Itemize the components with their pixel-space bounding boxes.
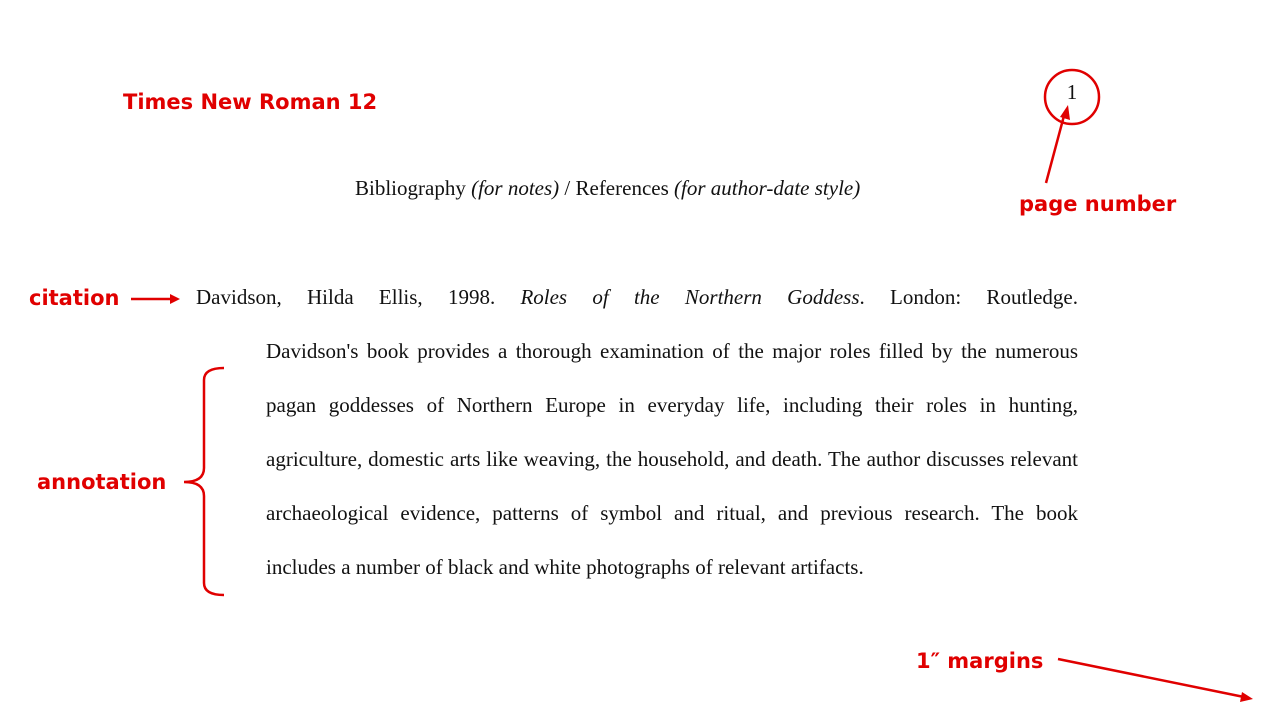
font-note-label: Times New Roman 12: [123, 90, 378, 114]
citation-arrow-head: [170, 294, 180, 304]
page-number-label: page number: [1019, 192, 1177, 216]
citation-title: Roles of the Northern Goddess: [520, 285, 860, 309]
heading-italic-1: (for notes): [471, 176, 560, 200]
page-number-arrow-line: [1046, 112, 1065, 183]
bibliography-entry: [196, 270, 1078, 594]
page-number-arrow-head: [1060, 105, 1070, 120]
citation-line: [196, 270, 1078, 324]
heading-italic-2: (for author-date style): [674, 176, 861, 200]
annotation-paragraph: Davidson's book provides a thorough examination of the major roles filled by the numerous pagan goddesses of Northern Europe in everyday life, including their roles in hunting, agriculture, domestic arts like weaving, the household, and death. The author discusses relevant archaeological evidence, patterns of symbol and ritual, and previous research. The book includes a number of black and white photographs of relevant artifacts.: [266, 339, 1078, 579]
margins-arrow-line: [1058, 659, 1244, 697]
heading-text-1: Bibliography: [355, 176, 472, 200]
citation-publisher: . London: Routledge.: [859, 285, 1079, 309]
heading-text-2: / References: [559, 176, 675, 200]
annotation-label: annotation: [37, 470, 167, 494]
citation-label: citation: [29, 286, 120, 310]
margins-label: 1″ margins: [916, 649, 1044, 673]
citation-author-year: Davidson, Hilda Ellis, 1998.: [196, 285, 521, 309]
margins-arrow-head: [1240, 692, 1253, 702]
bibliography-heading: [355, 173, 860, 203]
page-number: 1: [1066, 80, 1078, 104]
